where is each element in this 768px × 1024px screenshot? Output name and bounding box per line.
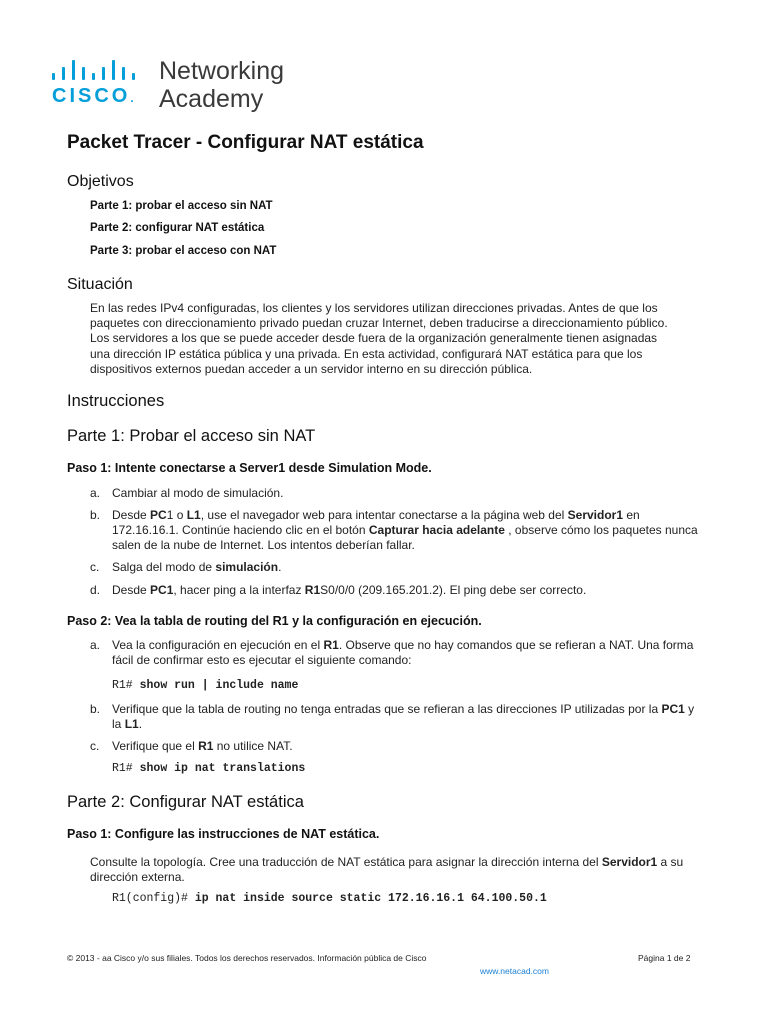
list-text xyxy=(112,638,702,668)
text-run: , use el navegador web para intentar conectarse a la página web del xyxy=(200,508,568,522)
list-text xyxy=(112,583,702,598)
logo-program-line1: Networking xyxy=(159,57,285,85)
scenario-line: dispositivos externos puedan acceder a un servidor interno en su dirección pública. xyxy=(90,361,533,376)
bold-term: L1 xyxy=(124,717,139,732)
objective-item: Parte 3: probar el acceso con NAT xyxy=(90,245,277,257)
text-run: Cambiar al modo de simulación. xyxy=(112,486,284,500)
text-run: en 172.16.16.1. Continúe haciendo clic en el botón xyxy=(112,508,640,538)
part1-step1-heading: Paso 1: Intente conectarse a Server1 desde Simulation Mode. xyxy=(67,461,432,475)
scenario-line: En las redes IPv4 configuradas, los clientes y los servidores utilizan direcciones privadas. Antes de que los xyxy=(90,301,658,315)
part2-step1-paragraph xyxy=(90,855,702,885)
cisco-wordmark: CISCO. xyxy=(52,85,137,107)
list-label: d. xyxy=(90,583,101,597)
objective-item: Parte 1: probar el acceso sin NAT xyxy=(90,200,273,212)
text-run: a su dirección externa. xyxy=(90,855,684,885)
cisco-bars-icon xyxy=(52,60,147,80)
text-run: Salga del modo de xyxy=(112,560,216,574)
text-run: y la xyxy=(112,702,695,732)
text-run: . Observe que no hay comandos que se refieran a NAT. Una forma fácil de confirmar esto es ejecutar el siguiente comando: xyxy=(112,638,694,668)
part2-step1-heading: Paso 1: Configure las instrucciones de NAT estática. xyxy=(67,827,380,841)
footer-copyright: © 2013 - aa Cisco y/o sus filiales. Todos los derechos reservados. Información pública de Cisco xyxy=(67,953,427,963)
scenario-line: Los servidores a los que se puede acceder desde fuera de la organización generalmente tienen asignadas xyxy=(90,331,658,346)
objective-item: Parte 2: configurar NAT estática xyxy=(90,222,265,234)
text-run: 1 o xyxy=(166,508,187,522)
text-run: S0/0/0 (209.165.201.2). El ping debe ser correcto. xyxy=(320,583,587,597)
cli-prompt: R1(config)# xyxy=(112,892,188,905)
bold-term: Capturar hacia adelante xyxy=(368,523,505,538)
scenario-paragraph xyxy=(90,301,700,377)
bold-term: R1 xyxy=(323,638,339,652)
text-run: , hacer ping a la interfaz xyxy=(173,583,305,597)
list-text xyxy=(112,739,702,754)
footer-page-number: Página 1 de 2 xyxy=(638,953,691,963)
list-text xyxy=(112,486,702,501)
bold-term: R1 xyxy=(198,739,214,753)
list-label: c. xyxy=(90,739,100,753)
bold-term: Servidor1 xyxy=(601,855,658,869)
text-run: , observe cómo los paquetes nunca salen de la nube de Internet. Los intentos deberían fallar. xyxy=(112,523,698,553)
part1-heading: Parte 1: Probar el acceso sin NAT xyxy=(67,427,316,445)
instructions-heading: Instrucciones xyxy=(67,392,165,410)
list-text xyxy=(112,560,702,575)
cli-command: show run | include name xyxy=(139,679,299,692)
text-run: Desde xyxy=(112,508,151,522)
cisco-networking-academy-logo xyxy=(52,58,312,118)
cli-command: ip nat inside source static 172.16.16.1 64.100.50.1 xyxy=(194,892,547,905)
list-label: c. xyxy=(90,560,100,574)
bold-term: PC xyxy=(150,508,167,522)
bold-term: Servidor1 xyxy=(567,508,624,522)
bold-term: simulación xyxy=(215,560,279,574)
objectives-heading: Objetivos xyxy=(67,173,134,190)
list-label: b. xyxy=(90,702,101,716)
list-label: a. xyxy=(90,486,101,500)
bold-term: L1 xyxy=(186,508,201,522)
cli-prompt: R1# xyxy=(112,679,133,692)
scenario-line: paquetes con direccionamiento privado puedan cruzar Internet, deben traducirse a direccionamiento público. xyxy=(90,316,668,331)
list-label: a. xyxy=(90,638,101,652)
text-run: Vea la configuración en ejecución en el xyxy=(112,638,324,652)
command-line xyxy=(112,892,547,905)
command-line xyxy=(112,679,298,692)
list-text xyxy=(112,702,702,732)
part2-heading: Parte 2: Configurar NAT estática xyxy=(67,793,304,811)
list-label: b. xyxy=(90,508,101,522)
footer-link[interactable]: www.netacad.com xyxy=(480,966,549,976)
text-run: . xyxy=(138,717,143,732)
scenario-heading: Situación xyxy=(67,276,133,293)
logo-program-line2: Academy xyxy=(159,85,264,113)
cli-command: show ip nat translations xyxy=(139,762,306,775)
text-run: no utilice NAT. xyxy=(213,739,293,753)
bold-term: R1 xyxy=(304,583,321,597)
cli-prompt: R1# xyxy=(112,762,133,775)
page-title: Packet Tracer - Configurar NAT estática xyxy=(67,132,424,153)
text-run: Consulte la topología. Cree una traducción de NAT estática para asignar la dirección interna del xyxy=(90,855,602,869)
scenario-line: una dirección IP estática pública y una privada. En esta actividad, configurará NAT estática para que los xyxy=(90,346,643,361)
text-run: . xyxy=(278,560,282,574)
text-run: Verifique que el xyxy=(112,739,199,753)
bold-term: PC1 xyxy=(150,583,174,597)
list-text xyxy=(112,508,702,554)
command-line xyxy=(112,762,305,775)
bold-term: PC1 xyxy=(661,702,685,716)
text-run: Verifique que la tabla de routing no tenga entradas que se refieran a las direcciones IP utilizadas por la xyxy=(112,702,662,716)
part1-step2-heading: Paso 2: Vea la tabla de routing del R1 y la configuración en ejecución. xyxy=(67,614,482,628)
text-run: Desde xyxy=(112,583,151,597)
